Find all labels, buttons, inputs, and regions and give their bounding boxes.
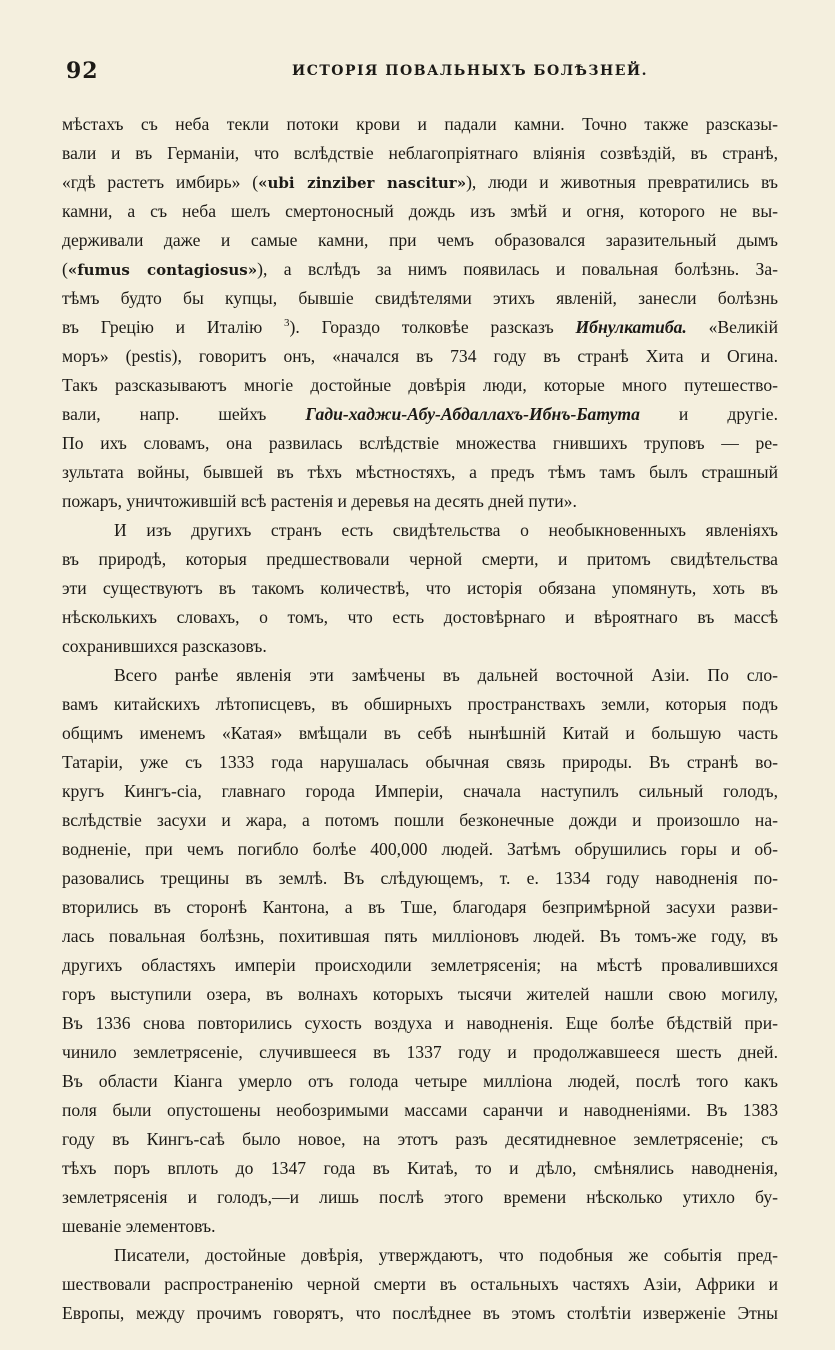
text-line: горъ выступили озера, въ волнахъ которыхъ тысячи жителей нашли свою могилу, [62,984,778,1004]
text-line: Въ области Кіанга умерло отъ голода четыре милліона людей, послѣ того какъ [62,1071,778,1091]
paragraph-2 [62,516,778,661]
text-line: водненіе, при чемъ погибло болѣе 400,000 людей. Затѣмъ обрушились горы и об- [62,839,778,859]
text-line: шеваніе элементовъ. [62,1216,216,1236]
text-line: другихъ областяхъ имперіи происходили землетрясенія; на мѣстѣ провалившихся [62,955,778,975]
text-line: вамъ китайскихъ лѣтописцевъ, въ обширныхъ пространствахъ земли, которыя подъ [62,694,778,714]
text-line: лась повальная болѣзнь, похитившая пять милліоновъ людей. Въ томъ-же году, въ [62,926,778,946]
text-line: И изъ другихъ странъ есть свидѣтельства о необыкновенныхъ явленіяхъ [114,520,778,540]
text-line: вали и въ Германіи, что вслѣдствіе неблагопріятнаго вліянія созвѣздій, въ странѣ, [62,143,778,163]
text-line: («fumus contagiosus»), а вслѣдъ за нимъ появилась и повальная болѣзнь. За- [62,259,778,279]
text-line: пожаръ, уничтожившій всѣ растенія и деревья на десять дней пути». [62,491,577,511]
text-line: въ Грецію и Италію $^3$). Гораздо толковѣе разсказъ Ибнулкатиба. «Великій [62,317,778,337]
text-line: нѣсколькихъ словахъ, о томъ, что есть достовѣрнаго и вѣроятнаго въ массѣ [62,607,778,627]
text-line: Писатели, достойные довѣрія, утверждаютъ, что подобныя же событія пред- [114,1245,778,1265]
page-header [66,58,784,88]
text-line: зультата войны, бывшей въ тѣхъ мѣстностяхъ, а предъ тѣмъ тамъ былъ страшный [62,462,778,482]
text-line: «гдѣ растетъ имбирь» («ubi zinziber nascitur»), люди и животныя превратились въ [62,172,778,192]
text-line: Въ 1336 снова повторились сухость воздуха и наводненія. Еще болѣе бѣдствій при- [62,1013,778,1033]
text-line: сохранившихся разсказовъ. [62,636,267,656]
text-line: поля были опустошены необозримыми массами саранчи и наводненіями. Въ 1383 [62,1100,778,1120]
paragraph-4 [62,1241,778,1328]
text-line: эти существуютъ въ такомъ количествѣ, что исторія обязана упомянуть, хоть въ [62,578,778,598]
page-number: 92 [66,58,99,84]
paragraph-3 [62,661,778,1241]
text-line: тѣхъ поръ вплоть до 1347 года въ Китаѣ, то и дѣло, смѣнялись наводненія, [62,1158,778,1178]
body-text [62,110,778,1328]
text-line: кругъ Кингъ-сіа, главнаго города Имперіи, сначала наступилъ сильный голодъ, [62,781,778,801]
text-line: тѣмъ будто бы купцы, бывшіе свидѣтелями этихъ явленій, занесли болѣзнь [62,288,778,308]
text-line: Такъ разсказываютъ многіе достойные довѣрія люди, которые много путешество- [62,375,778,395]
text-line: Татаріи, уже съ 1333 года нарушалась обычная связь природы. Въ странѣ во- [62,752,778,772]
text-line: Всего ранѣе явленія эти замѣчены въ дальней восточной Азіи. По сло- [114,665,778,685]
footnote-ref: 3 [284,317,290,330]
author-name: Гади-хаджи-Абу-Абдаллахъ-Ибнъ-Батута [305,404,640,424]
running-title: ИСТОРІЯ ПОВАЛЬНЫХЪ БОЛѢЗНЕЙ. [292,63,649,79]
text-line: разовались трещины въ землѣ. Въ слѣдующемъ, т. е. 1334 году наводненія по- [62,868,778,888]
text-line: общимъ именемъ «Катая» вмѣщали въ себѣ нынѣшній Китай и большую часть [62,723,778,743]
text-line: землетрясенія и голодъ,—и лишь послѣ этого времени нѣсколько утихло бу- [62,1187,778,1207]
latin-quote: «fumus contagiosus» [67,261,258,279]
latin-word: pestis [131,346,172,366]
text-line: вслѣдствіе засухи и жара, а потомъ пошли безконечные дожди и произошло на- [62,810,778,830]
text-line: камни, а съ неба шелъ смертоносный дождь изъ змѣй и огня, которого не вы- [62,201,778,221]
text-line: держивали даже и самые камни, при чемъ образовался заразительный дымъ [62,230,778,250]
text-line: въ природѣ, которыя предшествовали черной смерти, и притомъ свидѣтельства [62,549,778,569]
text-line: вали, напр. шейхъ Гади-хаджи-Абу-Абдаллахъ-Ибнъ-Батута и другіе. [62,404,778,424]
text-line: моръ» (pestis), говоритъ онъ, «начался въ 734 году въ странѣ Хита и Огина. [62,346,778,366]
author-name: Ибнулкатиба. [575,317,687,337]
text-line: мѣстахъ съ неба текли потоки крови и падали камни. Точно также разсказы- [62,114,778,134]
text-line: Европы, между прочимъ говорятъ, что послѣднее въ этомъ столѣтіи изверженіе Этны [62,1303,778,1323]
text-line: шествовали распространенію черной смерти въ остальныхъ частяхъ Азіи, Африки и [62,1274,778,1294]
text-line: вторились въ сторонѣ Кантона, а въ Тше, благодаря безпримѣрной засухи разви- [62,897,778,917]
latin-quote: «ubi zinziber nascitur» [258,174,467,192]
paragraph-1 [62,110,778,516]
text-line: чинило землетрясеніе, случившееся въ 1337 году и продолжавшееся шесть дней. [62,1042,778,1062]
text-line: По ихъ словамъ, она развилась вслѣдствіе множества гнившихъ труповъ — ре- [62,433,778,453]
text-line: году въ Кингъ-саѣ было новое, на этотъ разъ десятидневное землетрясеніе; съ [62,1129,778,1149]
